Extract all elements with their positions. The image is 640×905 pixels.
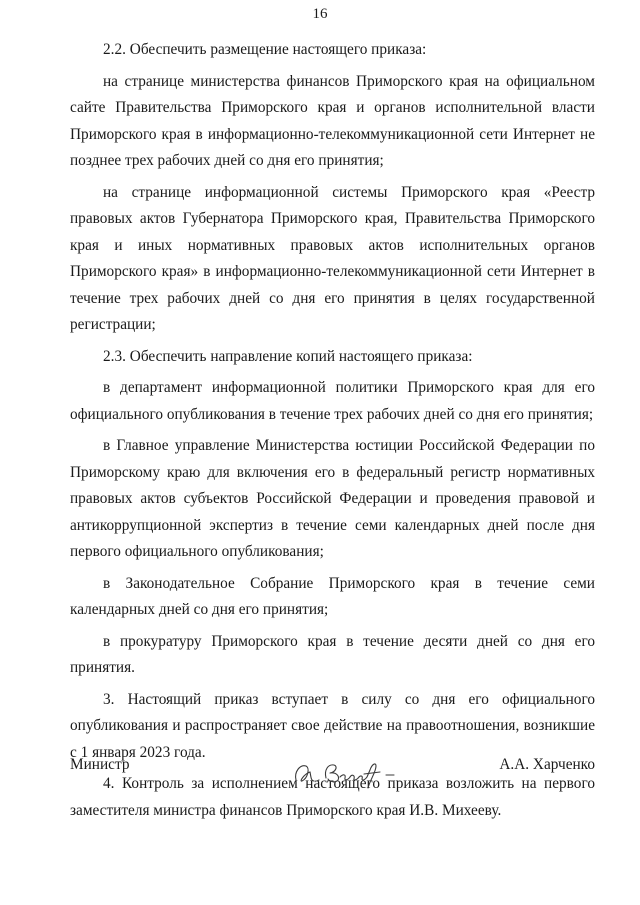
paragraph-legislative-assembly: в Законодательное Собрание Приморского края в течение семи календарных дней со дня его принятия; bbox=[70, 574, 595, 618]
paragraph-2-2-heading: 2.2. Обеспечить размещение настоящего приказа: bbox=[103, 41, 427, 58]
paragraph-registry-page: на странице информационной системы Приморского края «Реестр правовых актов Губернатора Приморского края, Правительства Приморского края и иных нормативных правовых актов исполнительных органов Приморского края» в информационно-телекоммуникационной сети Интернет в течение трех рабочих дней со дня его принятия в целях государственной регистрации; bbox=[70, 183, 595, 333]
paragraph-ministry-page: на странице министерства финансов Приморского края на официальном сайте Правительства Приморского края и органов исполнительной власти Приморского края в информационно-телекоммуникационной сети Интернет не позднее трех рабочих дней со дня его принятия; bbox=[70, 72, 595, 169]
paragraph-prosecutor-office: в прокуратуру Приморского края в течение десяти дней со дня его принятия. bbox=[70, 632, 595, 676]
page-number: 16 bbox=[312, 6, 328, 22]
signature-block bbox=[70, 752, 595, 792]
document-body bbox=[70, 37, 595, 829]
paragraph-4-control: 4. Контроль за исполнением настоящего приказа возложить на первого заместителя министра финансов Приморского края И.В. Михееву. bbox=[70, 775, 595, 819]
paragraph-info-policy-dept: в департамент информационной политики Приморского края для его официального опубликования в течение трех рабочих дней со дня его принятия; bbox=[70, 379, 595, 423]
paragraph-justice-ministry: в Главное управление Министерства юстиции Российской Федерации по Приморскому краю для включения его в федеральный регистр нормативных правовых актов субъектов Российской Федерации и проведения правовой и антикоррупционной экспертиз в течение семи календарных дней после дня первого официального опубликования; bbox=[70, 437, 595, 560]
signatory-position: Министр bbox=[70, 756, 130, 773]
paragraph-3-entry-into-force: 3. Настоящий приказ вступает в силу со дня его официального опубликования и распространяет свое действие на правоотношения, возникшие с 1 января 2023 года. bbox=[70, 690, 595, 761]
paragraph-2-3-heading: 2.3. Обеспечить направление копий настоящего приказа: bbox=[103, 347, 473, 365]
signatory-name: А.А. Харченко bbox=[499, 756, 595, 773]
handwritten-signature bbox=[290, 750, 410, 790]
